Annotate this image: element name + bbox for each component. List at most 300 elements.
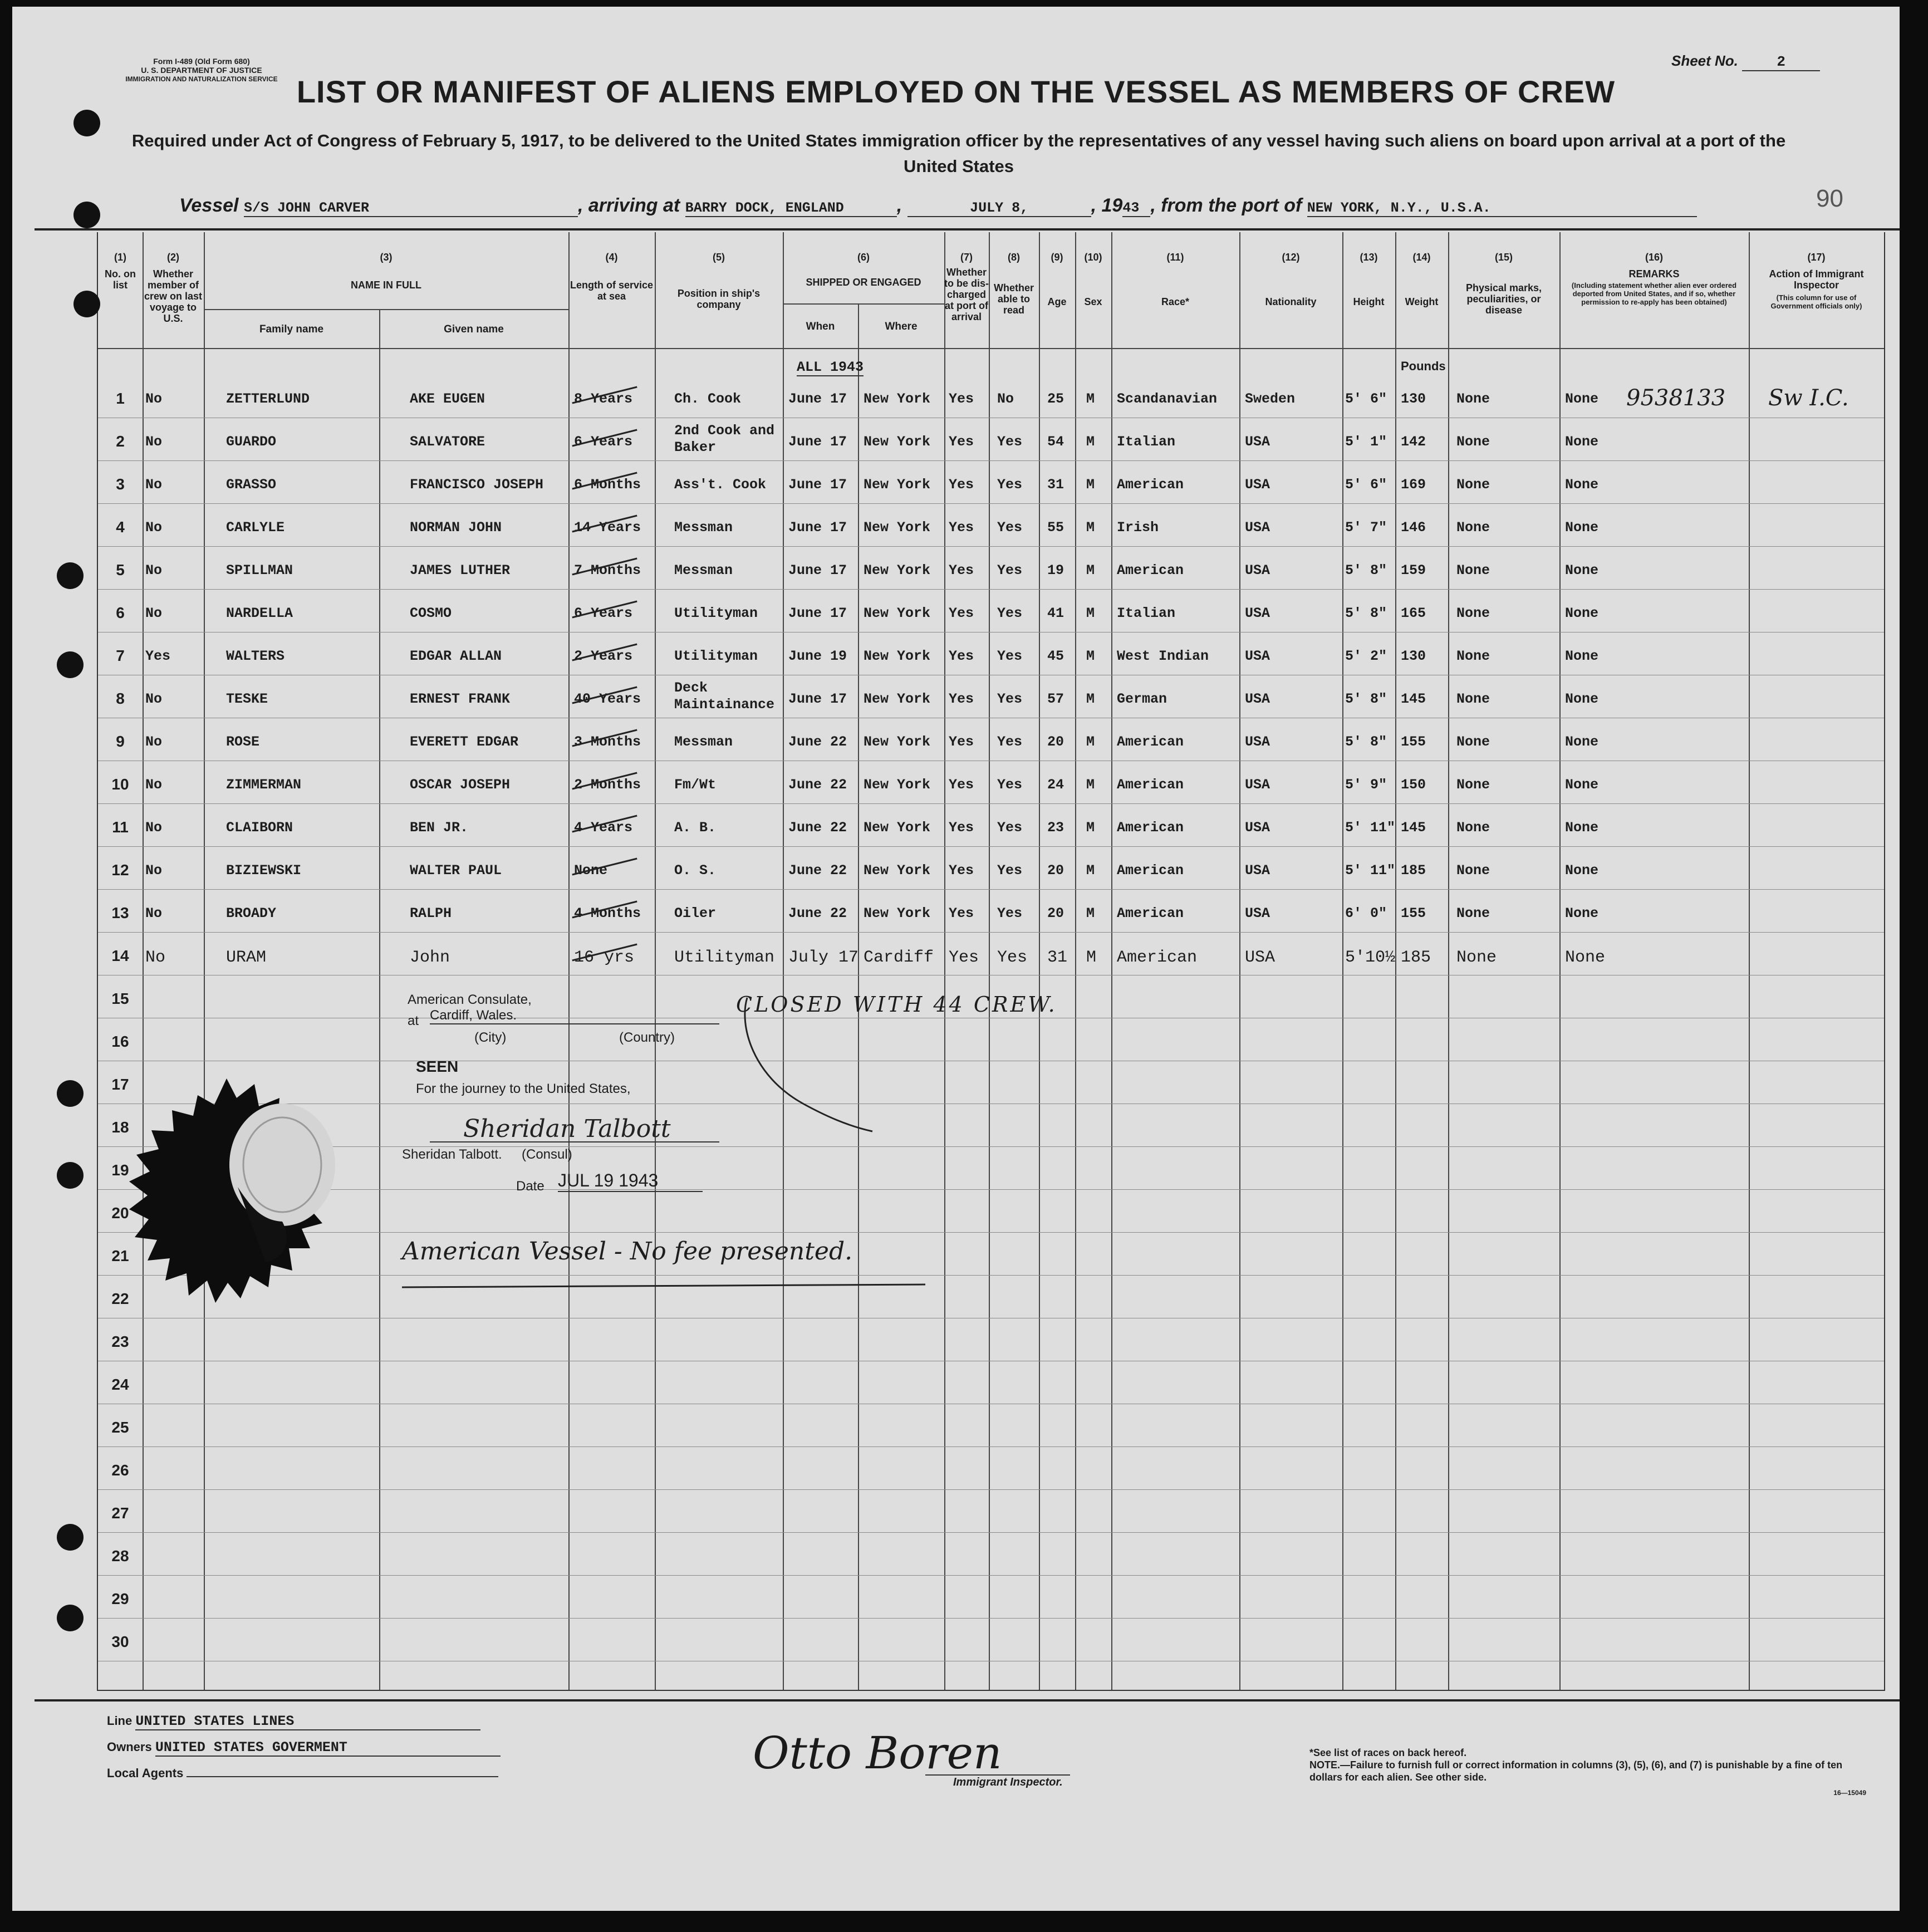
shipped-where-cell: New York bbox=[864, 434, 931, 450]
col-number: (12) bbox=[1282, 252, 1300, 263]
position-cell: Oiler bbox=[674, 905, 717, 921]
length-of-service-cell: None bbox=[574, 862, 608, 879]
shipped-when-cell: June 17 bbox=[788, 391, 847, 407]
weight-cell: 145 bbox=[1401, 820, 1426, 836]
to-be-discharged-cell: Yes bbox=[949, 391, 974, 407]
col-header-discharged: Whether to be dis-charged at port of arrival bbox=[944, 267, 989, 322]
remarks-cell: None bbox=[1565, 948, 1606, 967]
row-number: 5 bbox=[116, 561, 125, 578]
sex-cell: M bbox=[1086, 905, 1095, 921]
agents-value bbox=[187, 1776, 498, 1777]
col-header-marks: Physical marks, peculiarities, or disease bbox=[1465, 282, 1542, 316]
col-number: (2) bbox=[167, 252, 179, 263]
nationality-cell: USA bbox=[1245, 691, 1270, 707]
able-to-read-cell: Yes bbox=[997, 605, 1023, 621]
row-number: 30 bbox=[111, 1633, 129, 1650]
punch-hole-icon bbox=[73, 110, 100, 136]
col-number: (10) bbox=[1084, 252, 1102, 263]
consulate-line: American Consulate, bbox=[408, 992, 532, 1007]
length-of-service-cell: 4 Months bbox=[574, 905, 641, 921]
year-prefix: 19 bbox=[1101, 195, 1123, 216]
col-header-race: Race* bbox=[1161, 296, 1190, 307]
top-rule bbox=[35, 228, 1900, 231]
weight-cell: 155 bbox=[1401, 905, 1426, 921]
race-cell: German bbox=[1117, 691, 1167, 707]
shipped-where-cell: New York bbox=[864, 519, 931, 536]
position-cell: 2nd Cook and Baker bbox=[674, 423, 775, 455]
date-label: Date bbox=[516, 1179, 544, 1194]
position-cell: Messman bbox=[674, 519, 733, 536]
race-cell: Scandanavian bbox=[1117, 391, 1218, 407]
col-number: (5) bbox=[713, 252, 725, 263]
owners-label: Owners bbox=[107, 1740, 152, 1754]
punch-hole-icon bbox=[57, 1162, 84, 1189]
race-cell: American bbox=[1117, 562, 1184, 578]
shipped-when-cell: June 17 bbox=[788, 691, 847, 707]
row-number: 10 bbox=[111, 776, 129, 793]
table-row bbox=[98, 900, 1884, 943]
row-rule bbox=[98, 1232, 1884, 1233]
physical-marks-cell: None bbox=[1456, 905, 1490, 921]
col-number: (15) bbox=[1494, 252, 1513, 263]
weight-cell: 146 bbox=[1401, 519, 1426, 536]
col-number: (6) bbox=[857, 252, 870, 263]
shipped-where-cell: New York bbox=[864, 862, 931, 879]
col-header-service: Length of service at sea bbox=[570, 279, 654, 302]
remarks-cell: None bbox=[1565, 820, 1599, 836]
physical-marks-cell: None bbox=[1456, 519, 1490, 536]
city-label: (City) bbox=[474, 1030, 507, 1045]
given-name-cell: FRANCISCO JOSEPH bbox=[410, 477, 544, 493]
given-name-cell: EDGAR ALLAN bbox=[410, 648, 502, 664]
row-number: 20 bbox=[111, 1204, 129, 1222]
able-to-read-cell: Yes bbox=[997, 648, 1023, 664]
punch-hole-icon bbox=[57, 651, 84, 678]
row-number: 21 bbox=[111, 1247, 129, 1264]
when-header: When bbox=[806, 321, 835, 332]
departure-port: NEW YORK, N.Y., U.S.A. bbox=[1307, 200, 1697, 217]
able-to-read-cell: Yes bbox=[997, 905, 1023, 921]
col-number: (16) bbox=[1645, 252, 1663, 263]
row-number: 7 bbox=[116, 647, 125, 664]
able-to-read-cell: No bbox=[997, 391, 1014, 407]
position-cell: Deck Maintainance bbox=[674, 680, 775, 713]
sex-cell: M bbox=[1086, 691, 1095, 707]
shipped-where-cell: New York bbox=[864, 477, 931, 493]
line-value: UNITED STATES LINES bbox=[135, 1713, 480, 1730]
race-cell: American bbox=[1117, 862, 1184, 879]
row-rule bbox=[98, 1189, 1884, 1190]
to-be-discharged-cell: Yes bbox=[949, 605, 974, 621]
given-name-cell: NORMAN JOHN bbox=[410, 519, 502, 536]
row-number: 18 bbox=[111, 1119, 129, 1136]
given-name-cell: JAMES LUTHER bbox=[410, 562, 511, 578]
row-number: 23 bbox=[111, 1333, 129, 1350]
to-be-discharged-cell: Yes bbox=[949, 862, 974, 879]
height-cell: 5' 2" bbox=[1345, 648, 1387, 664]
able-to-read-cell: Yes bbox=[997, 948, 1028, 967]
weight-cell: 142 bbox=[1401, 434, 1426, 450]
col-number: (13) bbox=[1360, 252, 1378, 263]
row-number: 6 bbox=[116, 604, 125, 621]
owners-value: UNITED STATES GOVERMENT bbox=[155, 1739, 501, 1757]
to-be-discharged-cell: Yes bbox=[949, 820, 974, 836]
col-number: (4) bbox=[605, 252, 618, 263]
remarks-cell: None bbox=[1565, 905, 1599, 921]
voyage-line: Vessel S/S JOHN CARVER , arriving at BARRY DOCK, ENGLAND , JULY 8, , 1943 , from the port of NEW YORK, N.Y., U.S.A. bbox=[179, 195, 1697, 217]
col-number: (1) bbox=[114, 252, 126, 263]
age-cell: 55 bbox=[1047, 519, 1064, 536]
sex-cell: M bbox=[1086, 820, 1095, 836]
inspector-note: (This column for use of Government officials only) bbox=[1770, 293, 1862, 310]
closed-annotation: CLOSED WITH 44 CREW. bbox=[736, 992, 1057, 1017]
member-on-last-voyage-cell: No bbox=[145, 734, 163, 750]
member-on-last-voyage-cell: No bbox=[145, 777, 163, 793]
shipped-when-cell: July 17 bbox=[788, 948, 859, 967]
service-name: IMMIGRATION AND NATURALIZATION SERVICE bbox=[125, 75, 278, 83]
height-cell: 5' 11" bbox=[1345, 862, 1396, 879]
consulate-at-label: at bbox=[408, 1013, 419, 1028]
length-of-service-cell: 3 Months bbox=[574, 734, 641, 750]
table-row bbox=[98, 680, 1884, 728]
height-cell: 5' 8" bbox=[1345, 691, 1387, 707]
given-name-cell: John bbox=[410, 948, 450, 967]
height-cell: 5' 8" bbox=[1345, 734, 1387, 750]
position-cell: A. B. bbox=[674, 820, 717, 836]
able-to-read-cell: Yes bbox=[997, 562, 1023, 578]
height-cell: 5' 6" bbox=[1345, 477, 1387, 493]
age-cell: 20 bbox=[1047, 862, 1064, 879]
family-name-cell: ROSE bbox=[226, 734, 260, 750]
physical-marks-cell: None bbox=[1456, 777, 1490, 793]
race-cell: Irish bbox=[1117, 519, 1159, 536]
nationality-cell: USA bbox=[1245, 734, 1270, 750]
to-be-discharged-cell: Yes bbox=[949, 562, 974, 578]
family-name-cell: ZETTERLUND bbox=[226, 391, 310, 407]
inspector-action: Sw I.C. bbox=[1768, 385, 1849, 411]
physical-marks-cell: None bbox=[1456, 862, 1490, 879]
position-cell: Utilityman bbox=[674, 605, 758, 621]
given-name-cell: WALTER PAUL bbox=[410, 862, 502, 879]
age-cell: 45 bbox=[1047, 648, 1064, 664]
to-be-discharged-cell: Yes bbox=[949, 477, 974, 493]
to-be-discharged-cell: Yes bbox=[949, 648, 974, 664]
sex-cell: M bbox=[1086, 477, 1095, 493]
consul-label: (Consul) bbox=[522, 1147, 572, 1162]
length-of-service-cell: 7 Months bbox=[574, 562, 641, 578]
row-number: 17 bbox=[111, 1076, 129, 1093]
remarks-cell: None bbox=[1565, 777, 1599, 793]
shipped-when-cell: June 22 bbox=[788, 734, 847, 750]
weight-cell: 130 bbox=[1401, 391, 1426, 407]
able-to-read-cell: Yes bbox=[997, 777, 1023, 793]
height-cell: 5' 11" bbox=[1345, 820, 1396, 836]
col-number: (7) bbox=[960, 252, 973, 263]
punch-hole-icon bbox=[73, 291, 100, 317]
table-row bbox=[98, 600, 1884, 643]
length-of-service-cell: 14 Years bbox=[574, 519, 641, 536]
family-name-cell: NARDELLA bbox=[226, 605, 293, 621]
age-cell: 20 bbox=[1047, 734, 1064, 750]
where-header: Where bbox=[885, 321, 918, 332]
nationality-cell: USA bbox=[1245, 477, 1270, 493]
from-label: , from the port of bbox=[1150, 195, 1302, 216]
col-number: (11) bbox=[1166, 252, 1184, 263]
length-of-service-cell: 6 Years bbox=[574, 434, 633, 450]
col-header-sex: Sex bbox=[1084, 296, 1102, 307]
physical-marks-cell: None bbox=[1456, 605, 1490, 621]
row-number: 26 bbox=[111, 1462, 129, 1479]
race-cell: American bbox=[1117, 820, 1184, 836]
member-on-last-voyage-cell: No bbox=[145, 905, 163, 921]
position-cell: Utilityman bbox=[674, 648, 758, 664]
inspector-signature: Otto Boren bbox=[753, 1727, 1002, 1779]
family-name-cell: URAM bbox=[226, 948, 267, 967]
race-cell: American bbox=[1117, 477, 1184, 493]
shipped-where-cell: Cardiff bbox=[864, 948, 934, 967]
row-number: 2 bbox=[116, 433, 125, 450]
family-name-header: Family name bbox=[259, 323, 324, 335]
col-header-weight: Weight bbox=[1405, 296, 1439, 307]
shipped-where-cell: New York bbox=[864, 562, 931, 578]
nationality-cell: USA bbox=[1245, 562, 1270, 578]
member-on-last-voyage-cell: Yes bbox=[145, 648, 171, 664]
position-cell: Messman bbox=[674, 562, 733, 578]
row-rule bbox=[98, 1489, 1884, 1490]
country-label: (Country) bbox=[619, 1030, 675, 1045]
nationality-cell: Sweden bbox=[1245, 391, 1296, 407]
sex-cell: M bbox=[1086, 777, 1095, 793]
remarks-note: (Including statement whether alien ever ordered deported from United States, and if so, whether permission to re-apply has been obtained) bbox=[1571, 281, 1737, 306]
given-name-cell: RALPH bbox=[410, 905, 452, 921]
col-header-name: NAME IN FULL bbox=[351, 279, 421, 291]
sheet-number bbox=[1671, 52, 1820, 71]
age-cell: 41 bbox=[1047, 605, 1064, 621]
consul-date: JUL 19 1943 bbox=[558, 1170, 703, 1192]
race-cell: American bbox=[1117, 777, 1184, 793]
physical-marks-cell: None bbox=[1456, 948, 1497, 967]
table-row bbox=[98, 514, 1884, 557]
seen-label: SEEN bbox=[416, 1058, 459, 1075]
age-cell: 31 bbox=[1047, 477, 1064, 493]
shipped-where-cell: New York bbox=[864, 605, 931, 621]
age-cell: 31 bbox=[1047, 948, 1068, 967]
row-rule bbox=[98, 1446, 1884, 1447]
col-number: (8) bbox=[1008, 252, 1020, 263]
family-name-cell: CLAIBORN bbox=[226, 820, 293, 836]
stamp-number: 90 bbox=[1816, 185, 1843, 212]
nationality-cell: USA bbox=[1245, 434, 1270, 450]
family-name-cell: WALTERS bbox=[226, 648, 285, 664]
remarks-cell: None bbox=[1565, 605, 1599, 621]
bottom-rule bbox=[35, 1699, 1900, 1701]
position-cell: O. S. bbox=[674, 862, 717, 879]
shipped-when-cell: June 22 bbox=[788, 905, 847, 921]
member-on-last-voyage-cell: No bbox=[145, 434, 163, 450]
row-number: 11 bbox=[112, 818, 129, 836]
length-of-service-cell: 40 Years bbox=[574, 691, 641, 707]
position-cell: Messman bbox=[674, 734, 733, 750]
weight-cell: 155 bbox=[1401, 734, 1426, 750]
remarks-cell: None bbox=[1565, 562, 1599, 578]
row-number: 16 bbox=[111, 1033, 129, 1050]
consul-signature: Sheridan Talbott bbox=[463, 1115, 671, 1143]
table-row bbox=[98, 857, 1884, 900]
race-cell: American bbox=[1117, 905, 1184, 921]
length-of-service-cell: 6 Years bbox=[574, 605, 633, 621]
nationality-cell: USA bbox=[1245, 948, 1275, 967]
remarks-cell: None bbox=[1565, 648, 1599, 664]
race-cell: American bbox=[1117, 948, 1198, 967]
col-header-read: Whether able to read bbox=[994, 282, 1034, 316]
nationality-cell: USA bbox=[1245, 519, 1270, 536]
height-cell: 5' 7" bbox=[1345, 519, 1387, 536]
table-row bbox=[98, 728, 1884, 771]
position-cell: Fm/Wt bbox=[674, 777, 717, 793]
table-row bbox=[98, 943, 1884, 985]
shipped-when-cell: June 17 bbox=[788, 605, 847, 621]
height-cell: 5' 8" bbox=[1345, 562, 1387, 578]
inspector-label: Immigrant Inspector. bbox=[953, 1776, 1063, 1788]
race-cell: American bbox=[1117, 734, 1184, 750]
col-number: (9) bbox=[1051, 252, 1063, 263]
shipped-where-cell: New York bbox=[864, 391, 931, 407]
sex-cell: M bbox=[1086, 648, 1095, 664]
all-year-note: ALL 1943 bbox=[797, 359, 864, 375]
remarks-cell: None bbox=[1565, 477, 1599, 493]
arriving-label: , arriving at bbox=[577, 195, 680, 216]
vessel-label: Vessel bbox=[179, 195, 239, 216]
sex-cell: M bbox=[1086, 562, 1095, 578]
age-cell: 54 bbox=[1047, 434, 1064, 450]
row-rule bbox=[98, 1618, 1884, 1619]
row-number: 19 bbox=[111, 1161, 129, 1179]
col-header-age: Age bbox=[1047, 296, 1067, 307]
shipped-where-cell: New York bbox=[864, 734, 931, 750]
crew-table bbox=[97, 232, 1885, 1691]
able-to-read-cell: Yes bbox=[997, 519, 1023, 536]
family-name-cell: GUARDO bbox=[226, 434, 277, 450]
col-number: (14) bbox=[1412, 252, 1431, 263]
col-number: (3) bbox=[380, 252, 393, 263]
member-on-last-voyage-cell: No bbox=[145, 391, 163, 407]
position-cell: Utilityman bbox=[674, 948, 775, 967]
page-subtitle: Required under Act of Congress of February 5, 1917, to be delivered to the United States immigration officer by the representatives of any vessel having such aliens on board upon arrival at a port of the United States bbox=[131, 131, 1786, 176]
table-row bbox=[98, 423, 1884, 471]
given-name-cell: BEN JR. bbox=[410, 820, 469, 836]
row-rule bbox=[98, 1532, 1884, 1533]
col-header-action: Action of Immigrant Inspector bbox=[1769, 268, 1864, 291]
agents-label: Local Agents bbox=[107, 1766, 184, 1780]
weight-cell: 169 bbox=[1401, 477, 1426, 493]
col-header-no: No. on list bbox=[105, 268, 136, 291]
remarks-handwritten: 9538133 bbox=[1626, 385, 1726, 411]
physical-marks-cell: None bbox=[1456, 691, 1490, 707]
table-row bbox=[98, 557, 1884, 600]
american-vessel-note: American Vessel - No fee presented. bbox=[402, 1237, 853, 1266]
physical-marks-cell: None bbox=[1456, 434, 1490, 450]
family-name-cell: BROADY bbox=[226, 905, 277, 921]
row-number: 29 bbox=[111, 1590, 129, 1607]
length-of-service-cell: 4 Years bbox=[574, 820, 633, 836]
weight-cell: 185 bbox=[1401, 862, 1426, 879]
row-number: 25 bbox=[111, 1419, 129, 1436]
length-of-service-cell: 16 yrs bbox=[574, 948, 635, 967]
given-name-cell: AKE EUGEN bbox=[410, 391, 485, 407]
length-of-service-cell: 6 Months bbox=[574, 477, 641, 493]
given-name-cell: EVERETT EDGAR bbox=[410, 734, 519, 750]
row-number: 27 bbox=[111, 1504, 129, 1522]
member-on-last-voyage-cell: No bbox=[145, 948, 166, 967]
weight-cell: 185 bbox=[1401, 948, 1431, 967]
shipped-where-cell: New York bbox=[864, 905, 931, 921]
family-name-cell: CARLYLE bbox=[226, 519, 285, 536]
member-on-last-voyage-cell: No bbox=[145, 519, 163, 536]
shipped-when-cell: June 17 bbox=[788, 562, 847, 578]
shipped-when-cell: June 17 bbox=[788, 519, 847, 536]
nationality-cell: USA bbox=[1245, 905, 1270, 921]
consul-name: Sheridan Talbott. bbox=[402, 1147, 502, 1162]
family-name-cell: BIZIEWSKI bbox=[226, 862, 302, 879]
row-number: 4 bbox=[116, 518, 125, 536]
nationality-cell: USA bbox=[1245, 648, 1270, 664]
consular-seal-icon bbox=[99, 1076, 355, 1315]
shipped-when-cell: June 22 bbox=[788, 777, 847, 793]
height-cell: 5' 1" bbox=[1345, 434, 1387, 450]
table-row bbox=[98, 385, 1884, 428]
length-of-service-cell: 2 Months bbox=[574, 777, 641, 793]
vessel-name: S/S JOHN CARVER bbox=[244, 200, 578, 217]
race-cell: Italian bbox=[1117, 605, 1176, 621]
member-on-last-voyage-cell: No bbox=[145, 562, 163, 578]
to-be-discharged-cell: Yes bbox=[949, 691, 974, 707]
arrival-year: 43 bbox=[1122, 200, 1150, 217]
given-name-cell: ERNEST FRANK bbox=[410, 691, 511, 707]
sex-cell: M bbox=[1086, 434, 1095, 450]
shipped-where-cell: New York bbox=[864, 777, 931, 793]
nationality-cell: USA bbox=[1245, 820, 1270, 836]
row-number: 28 bbox=[111, 1547, 129, 1565]
col-number: (17) bbox=[1807, 252, 1826, 263]
remarks-cell: None bbox=[1565, 391, 1599, 407]
physical-marks-cell: None bbox=[1456, 477, 1490, 493]
race-cell: Italian bbox=[1117, 434, 1176, 450]
table-row bbox=[98, 771, 1884, 814]
sex-cell: M bbox=[1086, 734, 1095, 750]
form-code: 16—15049 bbox=[1833, 1789, 1866, 1797]
row-rule bbox=[98, 1146, 1884, 1147]
row-number: 15 bbox=[111, 990, 129, 1007]
family-name-cell: ZIMMERMAN bbox=[226, 777, 302, 793]
row-number: 1 bbox=[116, 390, 125, 407]
member-on-last-voyage-cell: No bbox=[145, 477, 163, 493]
weight-cell: 130 bbox=[1401, 648, 1426, 664]
punch-hole-icon bbox=[57, 1605, 84, 1631]
shipped-when-cell: June 17 bbox=[788, 477, 847, 493]
punch-hole-icon bbox=[57, 562, 84, 589]
physical-marks-cell: None bbox=[1456, 562, 1490, 578]
shipped-when-cell: June 22 bbox=[788, 862, 847, 879]
able-to-read-cell: Yes bbox=[997, 734, 1023, 750]
physical-marks-cell: None bbox=[1456, 648, 1490, 664]
to-be-discharged-cell: Yes bbox=[949, 777, 974, 793]
race-cell: West Indian bbox=[1117, 648, 1209, 664]
remarks-cell: None bbox=[1565, 691, 1599, 707]
family-name-cell: SPILLMAN bbox=[226, 562, 293, 578]
col-header-remarks: REMARKS bbox=[1628, 268, 1680, 279]
to-be-discharged-cell: Yes bbox=[949, 519, 974, 536]
row-number: 14 bbox=[111, 947, 129, 964]
